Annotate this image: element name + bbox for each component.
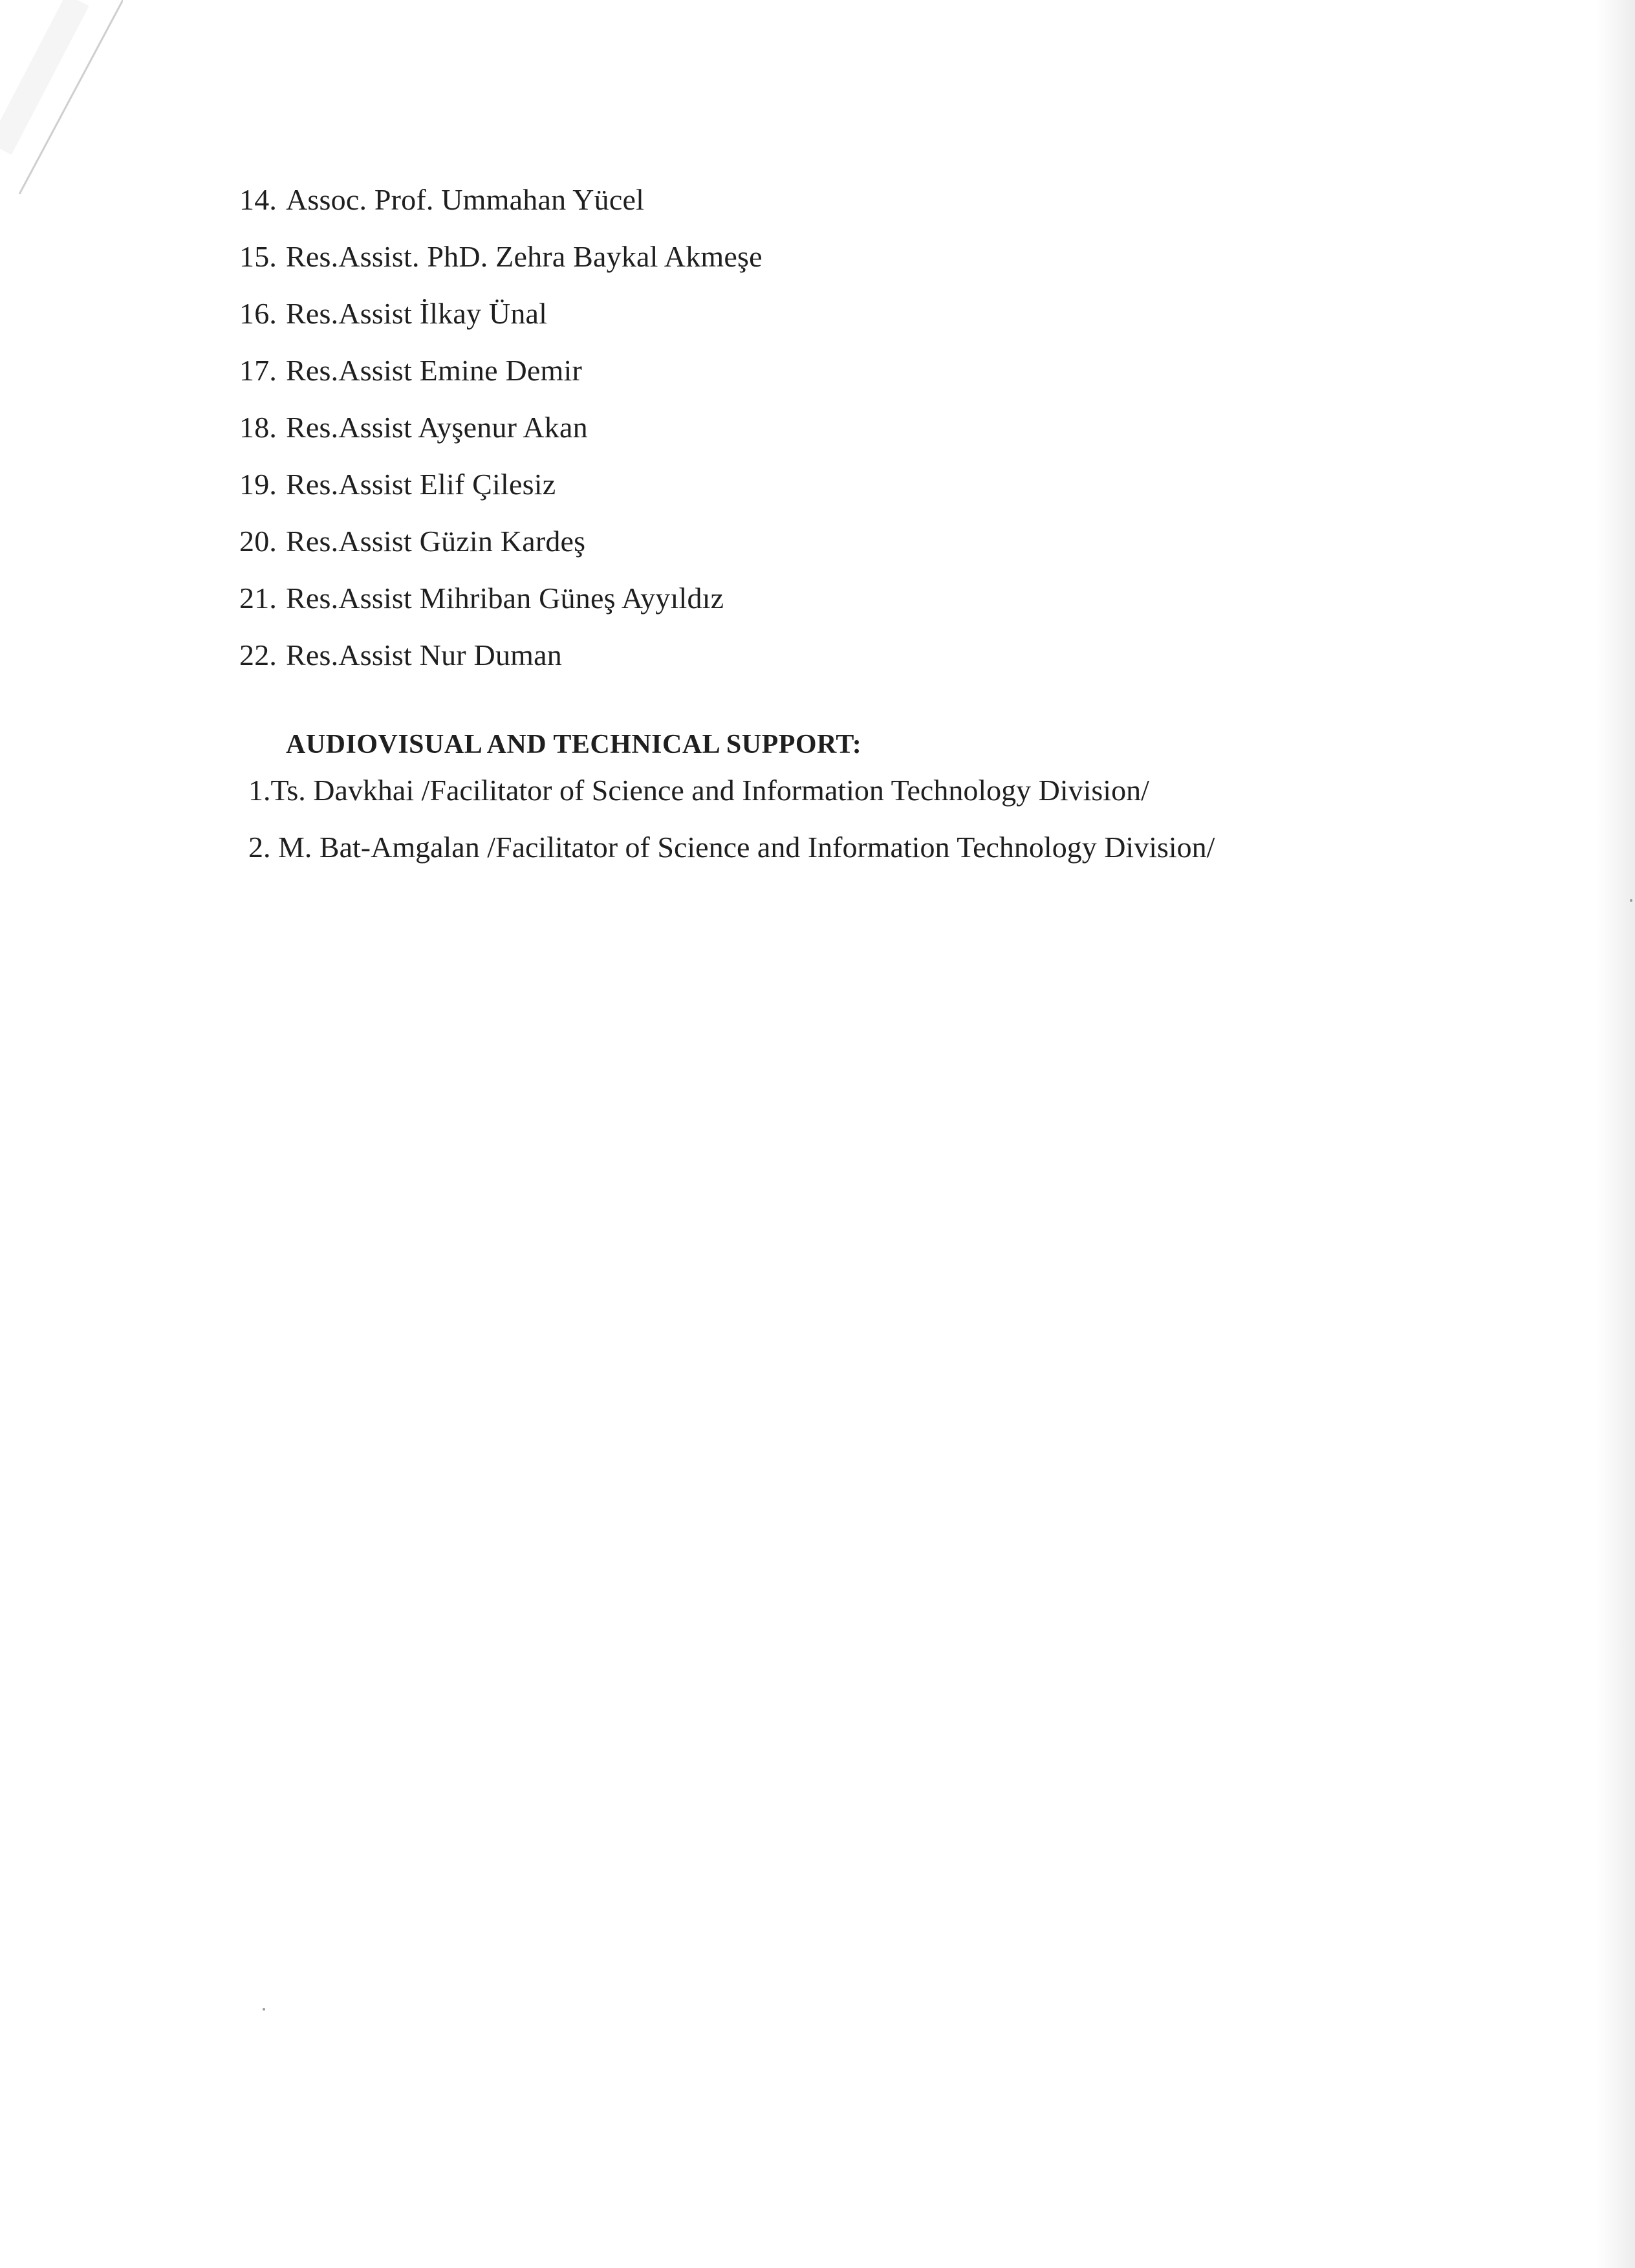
list-number: 18. <box>239 411 277 444</box>
page-corner-fold <box>0 0 123 194</box>
list-item <box>239 285 763 342</box>
list-item <box>248 762 1215 819</box>
list-text: Res.Assist. PhD. Zehra Baykal Akmeşe <box>286 240 763 273</box>
support-list <box>248 762 1215 876</box>
list-item <box>239 171 763 228</box>
list-item <box>239 513 763 570</box>
scan-speck <box>263 2008 265 2011</box>
list-item <box>239 228 763 285</box>
scan-edge-shadow <box>1596 0 1635 2268</box>
section-heading: AUDIOVISUAL AND TECHNICAL SUPPORT: <box>286 730 862 759</box>
list-number: 17. <box>239 354 277 387</box>
staff-list <box>239 171 763 684</box>
list-number: 22. <box>239 638 277 671</box>
list-text: Assoc. Prof. Ummahan Yücel <box>286 183 645 216</box>
list-number: 1. <box>248 774 271 807</box>
list-text: Res.Assist İlkay Ünal <box>286 297 548 330</box>
list-text: Res.Assist Mihriban Güneş Ayyıldız <box>286 582 724 615</box>
list-number: 15. <box>239 240 277 273</box>
list-item <box>248 819 1215 876</box>
list-item <box>239 627 763 684</box>
list-item <box>239 342 763 399</box>
list-text: Res.Assist Emine Demir <box>286 354 582 387</box>
list-number: 19. <box>239 468 277 501</box>
list-text: Res.Assist Elif Çilesiz <box>286 468 556 501</box>
list-number: 21. <box>239 582 277 615</box>
list-number: 16. <box>239 297 277 330</box>
list-item <box>239 456 763 513</box>
list-number: 2. <box>248 831 271 864</box>
list-item <box>239 570 763 627</box>
list-number: 20. <box>239 525 277 558</box>
list-number: 14. <box>239 183 277 216</box>
list-text: Res.Assist Güzin Kardeş <box>286 525 586 558</box>
list-text: Res.Assist Nur Duman <box>286 638 562 671</box>
list-text: Res.Assist Ayşenur Akan <box>286 411 588 444</box>
list-text: M. Bat-Amgalan /Facilitator of Science and Information Technology Division/ <box>270 831 1215 864</box>
list-text: Ts. Davkhai /Facilitator of Science and Information Technology Division/ <box>270 774 1149 807</box>
list-item <box>239 399 763 456</box>
scan-speck <box>1630 899 1632 902</box>
